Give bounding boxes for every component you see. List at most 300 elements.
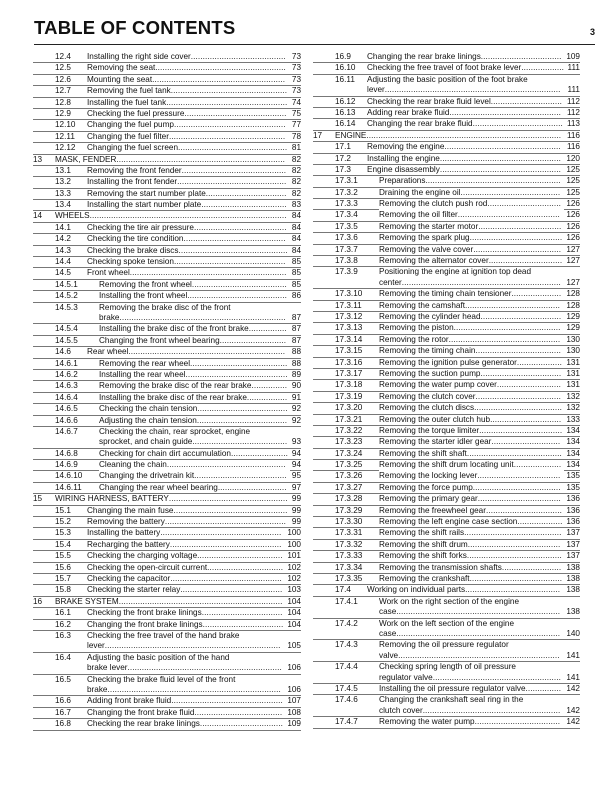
- toc-entry[interactable]: [33, 675, 301, 697]
- toc-entry[interactable]: [313, 176, 580, 187]
- toc-entry-number: 17.4.1: [335, 596, 358, 606]
- toc-entry-number: 17.4: [335, 585, 351, 595]
- toc-entry-page: 101: [287, 551, 301, 561]
- toc-entry-title-continued: case.....................................................................: [379, 629, 564, 639]
- toc-entry-title: Changing the front wheel bearing............................: [99, 336, 290, 346]
- toc-entry-page: 88: [291, 358, 301, 368]
- toc-entry[interactable]: [313, 528, 580, 539]
- toc-entry[interactable]: [33, 347, 301, 358]
- toc-entry-title: Removing the oil filter...........................................: [379, 210, 564, 220]
- toc-entry[interactable]: [33, 416, 301, 427]
- toc-entry[interactable]: [33, 86, 301, 97]
- toc-entry-title: Removing the piston.............................................: [379, 323, 564, 333]
- toc-entry-number: 14.5.1: [55, 279, 78, 289]
- toc-entry-number: 15.5: [55, 551, 71, 561]
- toc-entry-page: 95: [291, 471, 301, 481]
- toc-entry-number: 16.1: [55, 608, 71, 618]
- toc-entry-page: 141: [566, 672, 580, 682]
- toc-entry-page: 82: [291, 165, 301, 175]
- toc-entry[interactable]: [33, 449, 301, 460]
- toc-entry-title: Checking spring length of oil pressure: [379, 662, 564, 672]
- toc-entry-title: Installing the brake disc of the rear brake.................: [99, 393, 290, 403]
- toc-entry-page: 131: [566, 368, 580, 378]
- toc-entry-title: Checking the fuel pressure...........................................: [87, 109, 290, 119]
- toc-entry[interactable]: [313, 245, 580, 256]
- toc-entry[interactable]: [313, 312, 580, 323]
- toc-entry-title: Removing the shift drum locating unit....................: [379, 460, 564, 470]
- toc-entry[interactable]: [33, 585, 301, 596]
- toc-entry-title: Removing the front fender............................................: [87, 166, 290, 176]
- toc-entry[interactable]: [33, 404, 301, 415]
- toc-entry[interactable]: [33, 719, 301, 730]
- toc-entry[interactable]: [313, 619, 580, 641]
- toc-entry-number: 17.3.22: [335, 425, 363, 435]
- toc-entry-page: 142: [566, 705, 580, 715]
- toc-entry-title: Positioning the engine at ignition top dead: [379, 267, 564, 277]
- toc-entry-number: 16.9: [335, 52, 351, 61]
- toc-entry-page: 111: [567, 85, 580, 95]
- toc-entry-title: Removing the water pump cover...........................: [379, 380, 564, 390]
- toc-entry-page: 89: [291, 369, 301, 379]
- toc-entry[interactable]: [313, 403, 580, 414]
- toc-entry-title: Checking the capacitor...............................................: [87, 574, 285, 584]
- toc-entry[interactable]: [33, 427, 301, 449]
- toc-entry[interactable]: [33, 483, 301, 494]
- toc-entry-page: 100: [287, 539, 301, 549]
- toc-entry-page: 88: [291, 347, 301, 357]
- toc-entry-page: 132: [566, 403, 580, 413]
- toc-entry-title: Checking the charging voltage....................................: [87, 551, 285, 561]
- toc-entry[interactable]: [33, 280, 301, 291]
- toc-entry-page: 102: [287, 573, 301, 583]
- toc-entry-page: 113: [566, 119, 580, 129]
- toc-entry[interactable]: [313, 358, 580, 369]
- toc-entry[interactable]: [33, 608, 301, 619]
- toc-entry-number: 17.3.14: [335, 334, 363, 344]
- toc-entry-page: 82: [291, 177, 301, 187]
- toc-entry[interactable]: [33, 257, 301, 268]
- toc-entry[interactable]: [33, 359, 301, 370]
- toc-entry[interactable]: [33, 63, 301, 74]
- toc-entry[interactable]: [313, 52, 580, 63]
- toc-entry[interactable]: [33, 563, 301, 574]
- toc-entry[interactable]: [313, 188, 580, 199]
- toc-entry-page: 138: [566, 607, 580, 617]
- toc-entry-title-continued: center...................................................................: [379, 278, 564, 288]
- toc-entry-number: 13.4: [55, 200, 71, 210]
- toc-entry[interactable]: [33, 381, 301, 392]
- toc-entry-title: Removing the camshaft........................................: [379, 301, 564, 311]
- toc-entry-page: 94: [291, 448, 301, 458]
- toc-entry-number: 12.5: [55, 63, 71, 73]
- toc-entry[interactable]: [313, 97, 580, 108]
- toc-entry[interactable]: [33, 708, 301, 719]
- toc-entry-number: 13.1: [55, 165, 71, 175]
- toc-entry-title: MASK, FENDER.......................................................................: [55, 155, 290, 165]
- toc-entry[interactable]: [313, 346, 580, 357]
- toc-entry[interactable]: [33, 471, 301, 482]
- toc-entry-page: 140: [566, 628, 580, 638]
- toc-entry[interactable]: [33, 75, 301, 86]
- toc-entry-number: 12.9: [55, 108, 71, 118]
- toc-entry-title: WHEELS...................................................................................: [55, 211, 290, 221]
- toc-entry-page: 87: [291, 324, 301, 334]
- toc-entry-page: 126: [566, 210, 580, 220]
- toc-entry[interactable]: [33, 336, 301, 347]
- toc-entry-page: 73: [291, 51, 301, 61]
- toc-entry-number: 14.5.4: [55, 324, 78, 334]
- toc-entry-number: 17.3.34: [335, 562, 363, 572]
- toc-entry-title: Adding rear brake fluid...............................................: [367, 108, 565, 118]
- toc-entry[interactable]: [33, 574, 301, 585]
- toc-entry-title: Checking the front brake linings..................................: [87, 608, 285, 618]
- toc-entry[interactable]: [313, 199, 580, 210]
- toc-entry[interactable]: [313, 210, 580, 221]
- toc-entry[interactable]: [313, 392, 580, 403]
- toc-entry-number: 14.6.7: [55, 426, 78, 436]
- toc-entry-number: 14.5: [55, 268, 71, 278]
- toc-entry[interactable]: [33, 551, 301, 562]
- toc-entry-title-continued: lever..........................................................................: [87, 641, 285, 651]
- toc-entry[interactable]: [313, 597, 580, 619]
- toc-entry-page: 90: [291, 381, 301, 391]
- toc-entry[interactable]: [33, 200, 301, 211]
- toc-entry-page: 86: [291, 291, 301, 301]
- toc-entry-number: 17.3.11: [335, 300, 362, 310]
- toc-entry-title: Removing the cylinder head..................................: [379, 312, 564, 322]
- toc-entry-number: 14.6.1: [55, 358, 78, 368]
- toc-entry[interactable]: [313, 426, 580, 437]
- toc-entry-number: 17.4.4: [335, 662, 358, 672]
- toc-entry[interactable]: [33, 597, 301, 608]
- toc-entry[interactable]: [313, 108, 580, 119]
- toc-entry-title: Removing the seat.......................................................: [87, 63, 290, 73]
- toc-entry-title: Removing the clutch push rod...............................: [379, 199, 564, 209]
- toc-entry-page: 142: [566, 683, 580, 693]
- toc-entry-title: Checking the rear brake linings...................................: [87, 719, 285, 729]
- toc-entry[interactable]: [33, 120, 301, 131]
- toc-entry[interactable]: [313, 540, 580, 551]
- toc-entry-page: 138: [566, 562, 580, 572]
- toc-entry[interactable]: [313, 131, 580, 142]
- toc-entry[interactable]: [313, 63, 580, 74]
- toc-entry-title: Changing the fuel pump...............................................: [87, 120, 290, 130]
- toc-entry-page: 129: [566, 323, 580, 333]
- toc-entry[interactable]: [33, 132, 301, 143]
- toc-entry-number: 15.1: [55, 505, 71, 515]
- toc-entry[interactable]: [313, 483, 580, 494]
- toc-entry-page: 134: [566, 437, 580, 447]
- toc-entry-number: 15.6: [55, 562, 71, 572]
- toc-entry-page: 73: [291, 74, 301, 84]
- toc-entry-number: 17.3.35: [335, 574, 363, 583]
- toc-entry-title: Adjusting the basic position of the foot brake: [367, 75, 566, 85]
- toc-entry-page: 102: [287, 562, 301, 572]
- toc-entry-number: 16.5: [55, 674, 71, 684]
- toc-entry[interactable]: [33, 211, 301, 222]
- toc-entry-number: 17.3.27: [335, 482, 363, 492]
- toc-entry[interactable]: [33, 517, 301, 528]
- toc-entry-number: 17.3.5: [335, 221, 358, 231]
- toc-entry[interactable]: [313, 119, 580, 130]
- toc-entry-number: 17.3.28: [335, 494, 363, 504]
- toc-entry-page: 92: [291, 404, 301, 414]
- toc-entry-title: Removing the spark plug.......................................: [379, 233, 564, 243]
- toc-entry-page: 100: [287, 528, 301, 538]
- toc-entry[interactable]: [33, 98, 301, 109]
- toc-entry-title: Changing the rear wheel bearing.............................: [99, 483, 290, 493]
- toc-entry-title: Checking the chain tension......................................: [99, 404, 290, 414]
- page-title: TABLE OF CONTENTS: [34, 17, 236, 38]
- toc-entry-number: 14.4: [55, 257, 71, 267]
- toc-entry-page: 135: [566, 471, 580, 481]
- toc-entry[interactable]: [33, 620, 301, 631]
- toc-entry-title: Removing the rotor...............................................: [379, 335, 564, 345]
- toc-entry-title: Front wheel..................................................................: [87, 268, 290, 278]
- toc-entry[interactable]: [33, 324, 301, 335]
- toc-entry[interactable]: [313, 301, 580, 312]
- toc-entry[interactable]: [33, 155, 301, 166]
- toc-entry-page: 75: [291, 108, 301, 118]
- toc-entry[interactable]: [33, 494, 301, 505]
- toc-entry-number: 17.3.8: [335, 256, 358, 266]
- toc-entry[interactable]: [33, 268, 301, 279]
- toc-entry-page: 73: [291, 86, 301, 96]
- toc-entry-page: 125: [566, 176, 580, 186]
- toc-entry[interactable]: [33, 528, 301, 539]
- toc-entry-number: 16.7: [55, 707, 71, 717]
- toc-entry-title: Adjusting the basic position of the hand: [87, 653, 285, 663]
- toc-entry[interactable]: [33, 631, 301, 653]
- toc-entry[interactable]: [33, 303, 301, 325]
- toc-entry[interactable]: [33, 370, 301, 381]
- toc-entry[interactable]: [33, 460, 301, 471]
- toc-entry[interactable]: [313, 717, 580, 728]
- toc-entry-page: 137: [566, 539, 580, 549]
- toc-entry-number: 17.3.6: [335, 233, 358, 243]
- toc-entry-page: 83: [291, 200, 301, 210]
- toc-entry[interactable]: [33, 696, 301, 707]
- toc-entry[interactable]: [313, 369, 580, 380]
- toc-entry-page: 126: [566, 199, 580, 209]
- toc-entry-page: 78: [291, 131, 301, 141]
- toc-entry-number: 14.6.8: [55, 448, 78, 458]
- toc-entry-page: 82: [291, 188, 301, 198]
- toc-entry-title: Rear wheel..................................................................: [87, 347, 290, 357]
- toc-entry-title: WIRING HARNESS, BATTERY..................................................: [55, 494, 290, 504]
- toc-entry-title: Work on the left section of the engine: [379, 619, 564, 629]
- toc-entry[interactable]: [33, 52, 301, 63]
- toc-entry-page: 116: [566, 130, 580, 140]
- toc-entry[interactable]: [33, 291, 301, 302]
- toc-entry-page: 135: [566, 482, 580, 492]
- toc-entry-title-continued: brake......................................................................: [99, 313, 290, 323]
- toc-entry-title: Engine disassembly...................................................: [367, 165, 564, 175]
- toc-entry-title: Checking the free travel of the hand brake: [87, 631, 285, 641]
- toc-entry-page: 132: [566, 391, 580, 401]
- toc-entry-number: 17.3.33: [335, 551, 363, 561]
- toc-entry-title-continued: brake lever.................................................................: [87, 663, 285, 673]
- toc-entry[interactable]: [313, 142, 580, 153]
- toc-entry[interactable]: [33, 189, 301, 200]
- toc-entry-title: Mounting the seat........................................................: [87, 75, 290, 85]
- toc-entry-title: Removing the brake disc of the front: [99, 303, 290, 313]
- toc-entry-title: Removing the left engine case section...................: [379, 517, 563, 527]
- toc-entry-page: 82: [291, 154, 301, 164]
- toc-entry[interactable]: [313, 222, 580, 233]
- toc-entry[interactable]: [313, 517, 580, 528]
- toc-entry[interactable]: [313, 662, 580, 684]
- toc-entry[interactable]: [313, 460, 580, 471]
- toc-entry-page: 125: [566, 187, 580, 197]
- toc-entry-page: 84: [291, 234, 301, 244]
- toc-entry-page: 127: [566, 244, 580, 254]
- toc-entry[interactable]: [33, 143, 301, 154]
- toc-entry[interactable]: [313, 471, 580, 482]
- toc-entry-page: 85: [291, 257, 301, 267]
- toc-entry-number: 17.3.18: [335, 380, 363, 390]
- toc-entry-number: 17.3.2: [335, 187, 358, 197]
- toc-entry[interactable]: [313, 335, 580, 346]
- toc-entry-title: Installing the fuel tank...................................................: [87, 98, 290, 108]
- toc-entry-number: 17.3.19: [335, 391, 363, 401]
- toc-entry-page: 73: [291, 63, 301, 73]
- toc-entry-number: 17.3: [335, 164, 351, 174]
- toc-entry-title: Working on individual parts........................................: [367, 585, 564, 595]
- toc-entry-number: 14.6: [55, 347, 71, 357]
- toc-entry[interactable]: [313, 75, 580, 97]
- toc-entry[interactable]: [313, 449, 580, 460]
- toc-entry-title: Removing the battery...................................................: [87, 517, 290, 527]
- toc-entry[interactable]: [313, 695, 580, 717]
- toc-entry-title: Removing the primary gear...................................: [379, 494, 564, 504]
- toc-entry[interactable]: [33, 393, 301, 404]
- toc-entry[interactable]: [313, 380, 580, 391]
- toc-entry-page: 133: [566, 414, 580, 424]
- toc-entry-number: 14.5.2: [55, 291, 78, 301]
- toc-entry-title: Removing the starter motor...................................: [379, 222, 564, 232]
- toc-entry-number: 16: [33, 596, 43, 606]
- toc-entry[interactable]: [313, 574, 580, 585]
- toc-entry[interactable]: [313, 256, 580, 267]
- toc-entry[interactable]: [313, 415, 580, 426]
- toc-entry-page: 127: [566, 277, 580, 287]
- toc-entry-number: 17.3.9: [335, 267, 358, 277]
- toc-entry-title: Removing the shift rails.........................................: [379, 528, 564, 538]
- toc-entry-page: 138: [566, 585, 580, 595]
- toc-entry-title: Adding front brake fluid...............................................: [87, 696, 285, 706]
- toc-entry-number: 17.1: [335, 142, 351, 152]
- toc-entry-number: 17.3.7: [335, 244, 358, 254]
- toc-entry-number: 17: [313, 130, 323, 140]
- toc-entry-title: Removing the front wheel........................................: [99, 280, 290, 290]
- toc-entry-number: 14.6.2: [55, 369, 78, 379]
- toc-entry-title: Removing the shift forks........................................: [379, 551, 564, 561]
- toc-entry-page: 105: [287, 641, 301, 651]
- toc-entry-number: 17.3.25: [335, 460, 363, 470]
- toc-entry-title: Checking the free travel of foot brake lever..................: [367, 63, 565, 73]
- toc-entry-title-continued: regulator valve......................................................: [379, 673, 564, 683]
- toc-entry[interactable]: [33, 540, 301, 551]
- toc-entry-number: 17.4.3: [335, 640, 358, 650]
- toc-entry[interactable]: [33, 109, 301, 120]
- toc-entry-number: 14.6.4: [55, 392, 78, 402]
- toc-entry-page: 128: [566, 289, 580, 299]
- toc-entry-title: Removing the torque limiter...................................: [379, 426, 564, 436]
- toc-entry-page: 97: [291, 482, 301, 492]
- toc-entry-title: Installing the front wheel..........................................: [99, 291, 290, 301]
- toc-entry-title-continued: valve....................................................................: [379, 651, 564, 661]
- toc-entry-title: Removing the force pump.....................................: [379, 483, 564, 493]
- toc-entry[interactable]: [313, 585, 580, 596]
- toc-entry[interactable]: [313, 494, 580, 505]
- toc-entry-number: 12.6: [55, 74, 71, 84]
- toc-entry[interactable]: [313, 551, 580, 562]
- toc-entry-number: 17.3.4: [335, 210, 358, 220]
- toc-entry-title: Removing the locking lever...................................: [379, 471, 564, 481]
- toc-entry-page: 130: [566, 346, 580, 356]
- toc-entry-page: 116: [566, 142, 580, 152]
- toc-entry-number: 14.3: [55, 245, 71, 255]
- toc-entry[interactable]: [33, 166, 301, 177]
- toc-entry-title: Checking for chain dirt accumulation........................: [99, 448, 288, 458]
- toc-entry[interactable]: [33, 246, 301, 257]
- toc-entry-number: 16.11: [335, 74, 355, 84]
- toc-entry-title: Checking spoke tension...............................................: [87, 257, 290, 267]
- toc-entry[interactable]: [313, 437, 580, 448]
- toc-entry-number: 16.3: [55, 630, 71, 640]
- toc-entry-title: Draining the engine oil..........................................: [379, 188, 564, 198]
- toc-entry-title: Checking the chain, rear sprocket, engine: [99, 427, 290, 437]
- toc-entry-number: 15.4: [55, 539, 71, 549]
- toc-entry[interactable]: [313, 154, 580, 165]
- toc-entry[interactable]: [313, 323, 580, 334]
- toc-entry[interactable]: [313, 233, 580, 244]
- toc-entry-number: 16.8: [55, 719, 71, 729]
- toc-entry-page: 142: [566, 717, 580, 727]
- toc-entry-number: 17.3.23: [335, 437, 363, 447]
- toc-entry[interactable]: [33, 223, 301, 234]
- toc-entry-page: 87: [291, 335, 301, 345]
- toc-entry-title: Removing the outer clutch hub..............................: [379, 415, 564, 425]
- toc-entry[interactable]: [313, 563, 580, 574]
- toc-entry[interactable]: [313, 165, 580, 176]
- toc-entry[interactable]: [33, 653, 301, 675]
- toc-entry-page: 111: [567, 63, 580, 73]
- toc-entry[interactable]: [313, 506, 580, 517]
- toc-entry[interactable]: [313, 640, 580, 662]
- toc-entry-page: 141: [566, 650, 580, 660]
- toc-entry-page: 108: [287, 707, 301, 717]
- toc-entry[interactable]: [313, 267, 580, 289]
- toc-entry-title: Work on the right section of the engine: [379, 597, 564, 607]
- toc-entry-page: 91: [291, 392, 301, 402]
- toc-entry-title: Removing the clutch cover....................................: [379, 392, 564, 402]
- toc-entry-number: 17.3.29: [335, 505, 363, 515]
- toc-entry[interactable]: [313, 289, 580, 300]
- toc-entry[interactable]: [33, 177, 301, 188]
- toc-entry-title: Removing the brake disc of the rear brake...............: [99, 381, 290, 391]
- toc-entry-page: 120: [566, 153, 580, 163]
- toc-entry-page: 112: [566, 96, 580, 106]
- toc-entry[interactable]: [313, 684, 580, 695]
- toc-entry-title: Removing the rear wheel.........................................: [99, 359, 290, 369]
- toc-entry-number: 17.3.26: [335, 471, 363, 481]
- toc-entry[interactable]: [33, 234, 301, 245]
- toc-entry-title-continued: sprocket, and chain guide........................................: [99, 437, 290, 447]
- toc-entry[interactable]: [33, 506, 301, 517]
- toc-entry-title: Installing the right side cover........................................: [87, 52, 290, 62]
